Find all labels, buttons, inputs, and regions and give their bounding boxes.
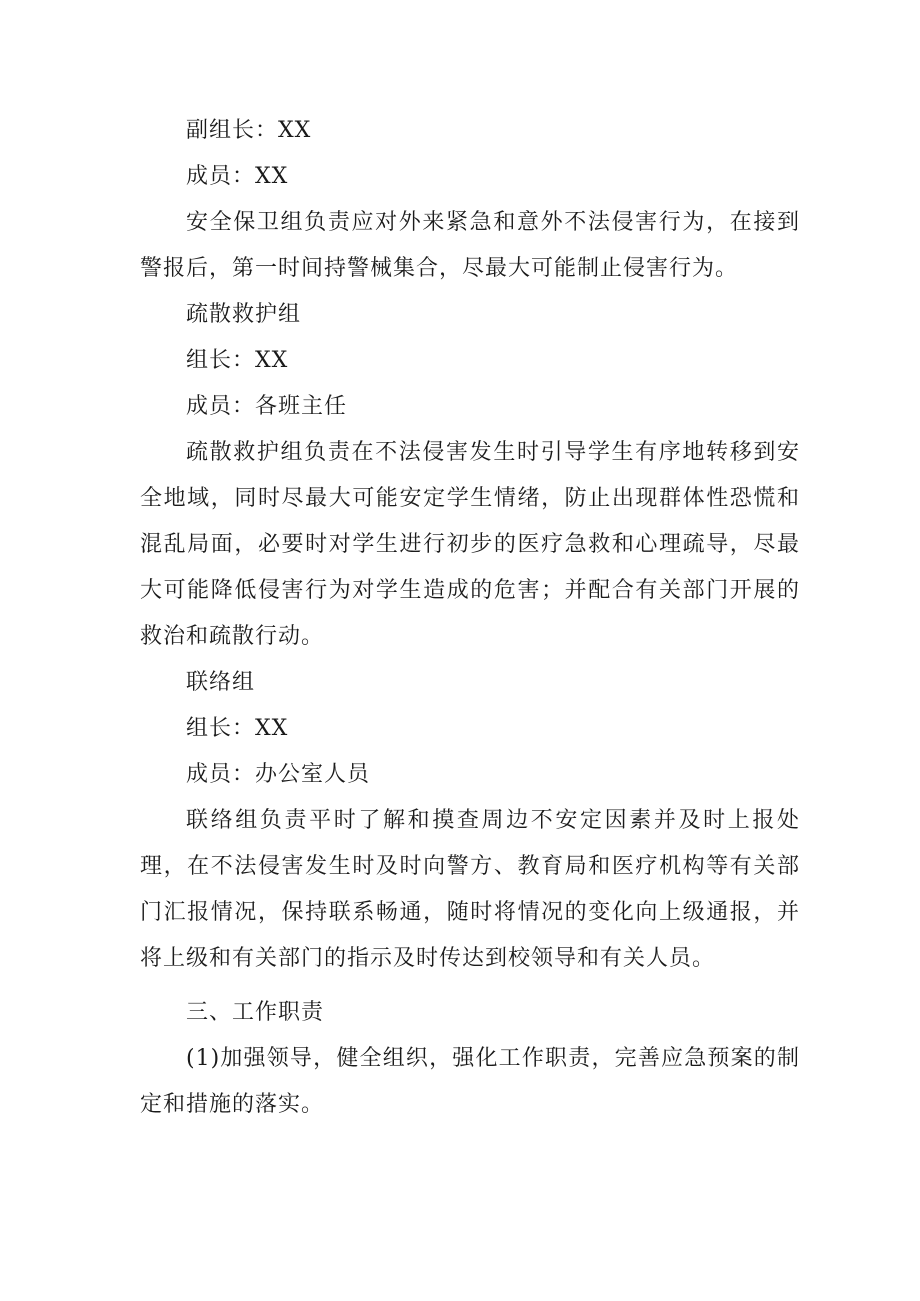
evacuation-group-duty: 疏散救护组负责在不法侵害发生时引导学生有序地转移到安全地域，同时尽最大可能安定学生情绪，防止出现群体性恐慌和混乱局面，必要时对学生进行初步的医疗急救和心理疏导，尽最大可能降低侵害行为对学生造成的危害；并配合有关部门开展的救治和疏散行动。 — [140, 440, 800, 649]
liaison-leader-line: 组长：XX — [186, 716, 289, 741]
document-body — [140, 108, 800, 1128]
liaison-group-heading: 联络组 — [186, 670, 256, 695]
evacuation-members-line: 成员：各班主任 — [186, 394, 348, 419]
evacuation-leader-line: 组长：XX — [186, 348, 289, 373]
evacuation-group-heading: 疏散救护组 — [186, 302, 302, 327]
liaison-members-line: 成员：办公室人员 — [186, 762, 371, 787]
liaison-group-duty: 联络组负责平时了解和摸查周边不安定因素并及时上报处理，在不法侵害发生时及时向警方、教育局和医疗机构等有关部门汇报情况，保持联系畅通，随时将情况的变化向上级通报，并将上级和有关部门的指示及时传达到校领导和有关人员。 — [140, 808, 800, 971]
section-heading-work-duties: 三、工作职责 — [186, 1000, 325, 1025]
duty-item-1: (1)加强领导，健全组织，强化工作职责，完善应急预案的制定和措施的落实。 — [140, 1046, 800, 1117]
members-line: 成员：XX — [186, 164, 289, 189]
deputy-leader-line: 副组长：XX — [186, 118, 312, 143]
security-group-duty: 安全保卫组负责应对外来紧急和意外不法侵害行为，在接到警报后，第一时间持警械集合，尽最大可能制止侵害行为。 — [140, 210, 800, 281]
